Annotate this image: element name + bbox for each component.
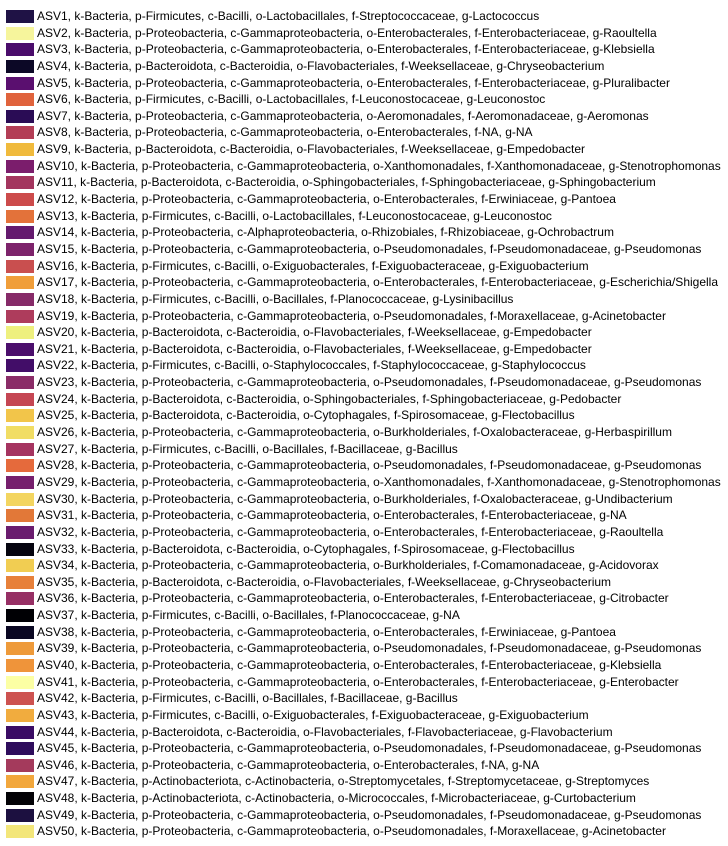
legend-swatch <box>6 77 34 90</box>
legend-entry <box>6 790 722 807</box>
legend-entry <box>6 807 722 824</box>
legend-entry <box>6 457 722 474</box>
legend-swatch <box>6 676 34 689</box>
legend-entry <box>6 141 722 158</box>
legend-entry <box>6 8 722 25</box>
legend-swatch <box>6 143 34 156</box>
legend-entry <box>6 75 722 92</box>
legend-swatch <box>6 43 34 56</box>
legend-label: ASV4, k-Bacteria, p-Bacteroidota, c-Bacteroidia, o-Flavobacteriales, f-Weeksellaceae, g-Chryseobacterium <box>37 58 605 73</box>
legend-label: ASV44, k-Bacteria, p-Bacteroidota, c-Bacteroidia, o-Flavobacteriales, f-Flavobacteriaceae, g-Flavobacterium <box>37 724 613 739</box>
legend-entry <box>6 524 722 541</box>
legend-entry <box>6 58 722 75</box>
legend-swatch <box>6 226 34 239</box>
legend-label: ASV43, k-Bacteria, p-Firmicutes, c-Bacilli, o-Exiguobacterales, f-Exiguobacteraceae, g-Exiguobacterium <box>37 707 589 722</box>
legend-label: ASV33, k-Bacteria, p-Bacteroidota, c-Bacteroidia, o-Cytophagales, f-Spirosomaceae, g-Flectobacillus <box>37 541 575 556</box>
legend-swatch <box>6 709 34 722</box>
legend-label: ASV14, k-Bacteria, p-Proteobacteria, c-Alphaproteobacteria, o-Rhizobiales, f-Rhizobiaceae, g-Ochrobactrum <box>37 225 614 240</box>
legend-label: ASV3, k-Bacteria, p-Proteobacteria, c-Gammaproteobacteria, o-Enterobacterales, f-Enterobacteriaceae, g-Klebsiella <box>37 42 655 57</box>
legend-entry <box>6 174 722 191</box>
legend-label: ASV48, k-Bacteria, p-Actinobacteriota, c-Actinobacteria, o-Micrococcales, f-Microbacteriaceae, g-Curtobacterium <box>37 791 636 806</box>
legend-entry <box>6 308 722 325</box>
legend-entry <box>6 707 722 724</box>
legend-label: ASV24, k-Bacteria, p-Bacteroidota, c-Bacteroidia, o-Sphingobacteriales, f-Sphingobacteriaceae, g-Pedobacter <box>37 391 622 406</box>
legend-label: ASV35, k-Bacteria, p-Bacteroidota, c-Bacteroidia, o-Flavobacteriales, f-Weeksellaceae, g-Chryseobacterium <box>37 574 612 589</box>
legend-entry <box>6 424 722 441</box>
legend-entry <box>6 690 722 707</box>
legend-label: ASV26, k-Bacteria, p-Proteobacteria, c-Gammaproteobacteria, o-Burkholderiales, f-Oxalobacteraceae, g-Herbaspirillum <box>37 425 672 440</box>
legend-entry <box>6 491 722 508</box>
legend-swatch <box>6 210 34 223</box>
legend-entry <box>6 374 722 391</box>
legend-swatch <box>6 426 34 439</box>
legend-label: ASV18, k-Bacteria, p-Firmicutes, c-Bacilli, o-Bacillales, f-Planococcaceae, g-Lysinibacillus <box>37 291 514 306</box>
legend-label: ASV21, k-Bacteria, p-Bacteroidota, c-Bacteroidia, o-Flavobacteriales, f-Weeksellaceae, g-Empedobacter <box>37 341 592 356</box>
legend-swatch <box>6 609 34 622</box>
legend-entry <box>6 574 722 591</box>
legend-label: ASV12, k-Bacteria, p-Proteobacteria, c-Gammaproteobacteria, o-Enterobacterales, f-Erwiniaceae, g-Pantoea <box>37 192 616 207</box>
legend-entry <box>6 208 722 225</box>
legend-entry <box>6 441 722 458</box>
legend-entry <box>6 624 722 641</box>
legend-entry <box>6 740 722 757</box>
legend-entry <box>6 357 722 374</box>
legend-label: ASV9, k-Bacteria, p-Bacteroidota, c-Bacteroidia, o-Flavobacteriales, f-Weeksellaceae, g-Empedobacter <box>37 142 586 157</box>
legend-label: ASV19, k-Bacteria, p-Proteobacteria, c-Gammaproteobacteria, o-Pseudomonadales, f-Moraxellaceae, g-Acinetobacter <box>37 308 666 323</box>
legend-swatch <box>6 775 34 788</box>
legend-label: ASV38, k-Bacteria, p-Proteobacteria, c-Gammaproteobacteria, o-Enterobacterales, f-Erwiniaceae, g-Pantoea <box>37 624 616 639</box>
legend-label: ASV11, k-Bacteria, p-Bacteroidota, c-Bacteroidia, o-Sphingobacteriales, f-Sphingobacteriaceae, g-Sphingobacterium <box>37 175 656 190</box>
legend-swatch <box>6 310 34 323</box>
legend-swatch <box>6 642 34 655</box>
legend-swatch <box>6 626 34 639</box>
legend-label: ASV6, k-Bacteria, p-Firmicutes, c-Bacilli, o-Lactobacillales, f-Leuconostocaceae, g-Leuconostoc <box>37 92 546 107</box>
legend-label: ASV28, k-Bacteria, p-Proteobacteria, c-Gammaproteobacteria, o-Pseudomonadales, f-Pseudomonadaceae, g-Pseudomonas <box>37 458 702 473</box>
legend-swatch <box>6 476 34 489</box>
legend-entry <box>6 341 722 358</box>
legend-swatch <box>6 243 34 256</box>
legend-entry <box>6 391 722 408</box>
legend-swatch <box>6 559 34 572</box>
legend-swatch <box>6 759 34 772</box>
legend-entry <box>6 291 722 308</box>
legend-label: ASV50, k-Bacteria, p-Proteobacteria, c-Gammaproteobacteria, o-Pseudomonadales, f-Moraxellaceae, g-Acinetobacter <box>37 824 666 839</box>
legend-swatch <box>6 193 34 206</box>
legend-entry <box>6 724 722 741</box>
legend-swatch <box>6 809 34 822</box>
legend-entry <box>6 158 722 175</box>
legend-label: ASV8, k-Bacteria, p-Proteobacteria, c-Gammaproteobacteria, o-Enterobacterales, f-NA, g-NA <box>37 125 533 140</box>
legend-label: ASV47, k-Bacteria, p-Actinobacteriota, c-Actinobacteria, o-Streptomycetales, f-Streptomycetaceae, g-Streptomyces <box>37 774 650 789</box>
legend-swatch <box>6 260 34 273</box>
legend-entry <box>6 507 722 524</box>
legend-label: ASV5, k-Bacteria, p-Proteobacteria, c-Gammaproteobacteria, o-Enterobacterales, f-Enterobacteriaceae, g-Pluralibacter <box>37 75 670 90</box>
legend-entry <box>6 823 722 840</box>
legend-label: ASV25, k-Bacteria, p-Bacteroidota, c-Bacteroidia, o-Cytophagales, f-Spirosomaceae, g-Flectobacillus <box>37 408 575 423</box>
legend-swatch <box>6 459 34 472</box>
legend-swatch <box>6 443 34 456</box>
legend-swatch <box>6 742 34 755</box>
legend-swatch <box>6 376 34 389</box>
legend-swatch <box>6 160 34 173</box>
legend-entry <box>6 324 722 341</box>
legend-entry <box>6 640 722 657</box>
legend-label: ASV32, k-Bacteria, p-Proteobacteria, c-Gammaproteobacteria, o-Enterobacterales, f-Enterobacteriaceae, g-Raoultella <box>37 524 664 539</box>
legend-swatch <box>6 592 34 605</box>
legend-entry <box>6 773 722 790</box>
legend-swatch <box>6 409 34 422</box>
legend-label: ASV31, k-Bacteria, p-Proteobacteria, c-Gammaproteobacteria, o-Enterobacterales, f-Enterobacteriaceae, g-NA <box>37 508 627 523</box>
legend-label: ASV39, k-Bacteria, p-Proteobacteria, c-Gammaproteobacteria, o-Pseudomonadales, f-Pseudomonadaceae, g-Pseudomonas <box>37 641 702 656</box>
legend-label: ASV30, k-Bacteria, p-Proteobacteria, c-Gammaproteobacteria, o-Burkholderiales, f-Oxalobacteraceae, g-Undibacterium <box>37 491 673 506</box>
legend-label: ASV46, k-Bacteria, p-Proteobacteria, c-Gammaproteobacteria, o-Enterobacterales, f-NA, g-NA <box>37 757 540 772</box>
legend-entry <box>6 224 722 241</box>
legend-entry <box>6 590 722 607</box>
legend-entry <box>6 191 722 208</box>
legend-entry <box>6 757 722 774</box>
legend-entry <box>6 91 722 108</box>
legend-entry <box>6 25 722 42</box>
legend-label: ASV10, k-Bacteria, p-Proteobacteria, c-Gammaproteobacteria, o-Xanthomonadales, f-Xanthomonadaceae, g-Stenotrophomonas <box>37 158 721 173</box>
legend-swatch <box>6 10 34 23</box>
legend-swatch <box>6 126 34 139</box>
legend-swatch <box>6 60 34 73</box>
legend-swatch <box>6 110 34 123</box>
legend-label: ASV15, k-Bacteria, p-Proteobacteria, c-Gammaproteobacteria, o-Pseudomonadales, f-Pseudomonadaceae, g-Pseudomonas <box>37 241 702 256</box>
legend-swatch <box>6 276 34 289</box>
legend-entry <box>6 407 722 424</box>
legend-label: ASV29, k-Bacteria, p-Proteobacteria, c-Gammaproteobacteria, o-Xanthomonadales, f-Xanthomonadaceae, g-Stenotrophomonas <box>37 474 721 489</box>
legend-swatch <box>6 343 34 356</box>
legend-label: ASV20, k-Bacteria, p-Bacteroidota, c-Bacteroidia, o-Flavobacteriales, f-Weeksellaceae, g-Empedobacter <box>37 325 592 340</box>
legend-swatch <box>6 825 34 838</box>
legend-swatch <box>6 326 34 339</box>
legend-entry <box>6 124 722 141</box>
legend-entry <box>6 41 722 58</box>
legend-entry <box>6 657 722 674</box>
legend-swatch <box>6 359 34 372</box>
legend-swatch <box>6 543 34 556</box>
legend-swatch <box>6 93 34 106</box>
legend-swatch <box>6 176 34 189</box>
legend-label: ASV27, k-Bacteria, p-Firmicutes, c-Bacilli, o-Bacillales, f-Bacillaceae, g-Bacillus <box>37 441 458 456</box>
legend <box>6 8 722 840</box>
legend-swatch <box>6 726 34 739</box>
legend-swatch <box>6 659 34 672</box>
legend-swatch <box>6 792 34 805</box>
legend-label: ASV13, k-Bacteria, p-Firmicutes, c-Bacilli, o-Lactobacillales, f-Leuconostocaceae, g-Leuconostoc <box>37 208 552 223</box>
legend-entry <box>6 474 722 491</box>
legend-entry <box>6 258 722 275</box>
legend-label: ASV49, k-Bacteria, p-Proteobacteria, c-Gammaproteobacteria, o-Pseudomonadales, f-Pseudomonadaceae, g-Pseudomonas <box>37 807 702 822</box>
legend-label: ASV22, k-Bacteria, p-Firmicutes, c-Bacilli, o-Staphylococcales, f-Staphylococcaceae, g-Staphylococcus <box>37 358 586 373</box>
legend-swatch <box>6 27 34 40</box>
legend-entry <box>6 541 722 558</box>
legend-label: ASV41, k-Bacteria, p-Proteobacteria, c-Gammaproteobacteria, o-Enterobacterales, f-Enterobacteriaceae, g-Enterobacter <box>37 674 679 689</box>
legend-label: ASV42, k-Bacteria, p-Firmicutes, c-Bacilli, o-Bacillales, f-Bacillaceae, g-Bacillus <box>37 691 458 706</box>
legend-entry <box>6 607 722 624</box>
legend-label: ASV7, k-Bacteria, p-Proteobacteria, c-Gammaproteobacteria, o-Aeromonadales, f-Aeromonadaceae, g-Aeromonas <box>37 108 649 123</box>
legend-label: ASV1, k-Bacteria, p-Firmicutes, c-Bacilli, o-Lactobacillales, f-Streptococcaceae, g-Lactococcus <box>37 9 540 23</box>
legend-swatch <box>6 576 34 589</box>
legend-entry <box>6 674 722 691</box>
legend-swatch <box>6 526 34 539</box>
legend-entry <box>6 241 722 258</box>
legend-label: ASV45, k-Bacteria, p-Proteobacteria, c-Gammaproteobacteria, o-Pseudomonadales, f-Pseudomonadaceae, g-Pseudomonas <box>37 741 702 756</box>
legend-label: ASV34, k-Bacteria, p-Proteobacteria, c-Gammaproteobacteria, o-Burkholderiales, f-Comamonadaceae, g-Acidovorax <box>37 558 659 573</box>
legend-label: ASV17, k-Bacteria, p-Proteobacteria, c-Gammaproteobacteria, o-Enterobacterales, f-Enterobacteriaceae, g-Escherichia/Shigella <box>37 275 719 290</box>
legend-swatch <box>6 493 34 506</box>
legend-label: ASV40, k-Bacteria, p-Proteobacteria, c-Gammaproteobacteria, o-Enterobacterales, f-Enterobacteriaceae, g-Klebsiella <box>37 657 662 672</box>
legend-swatch <box>6 509 34 522</box>
legend-label: ASV36, k-Bacteria, p-Proteobacteria, c-Gammaproteobacteria, o-Enterobacterales, f-Enterobacteriaceae, g-Citrobacter <box>37 591 669 606</box>
legend-label: ASV16, k-Bacteria, p-Firmicutes, c-Bacilli, o-Exiguobacterales, f-Exiguobacteraceae, g-Exiguobacterium <box>37 258 589 273</box>
legend-label: ASV37, k-Bacteria, p-Firmicutes, c-Bacilli, o-Bacillales, f-Planococcaceae, g-NA <box>37 608 460 623</box>
legend-entry <box>6 108 722 125</box>
legend-label: ASV2, k-Bacteria, p-Proteobacteria, c-Gammaproteobacteria, o-Enterobacterales, f-Enterobacteriaceae, g-Raoultella <box>37 25 657 40</box>
legend-label: ASV23, k-Bacteria, p-Proteobacteria, c-Gammaproteobacteria, o-Pseudomonadales, f-Pseudomonadaceae, g-Pseudomonas <box>37 375 702 390</box>
legend-swatch <box>6 293 34 306</box>
legend-swatch <box>6 692 34 705</box>
legend-swatch <box>6 393 34 406</box>
legend-entry <box>6 557 722 574</box>
legend-entry <box>6 274 722 291</box>
